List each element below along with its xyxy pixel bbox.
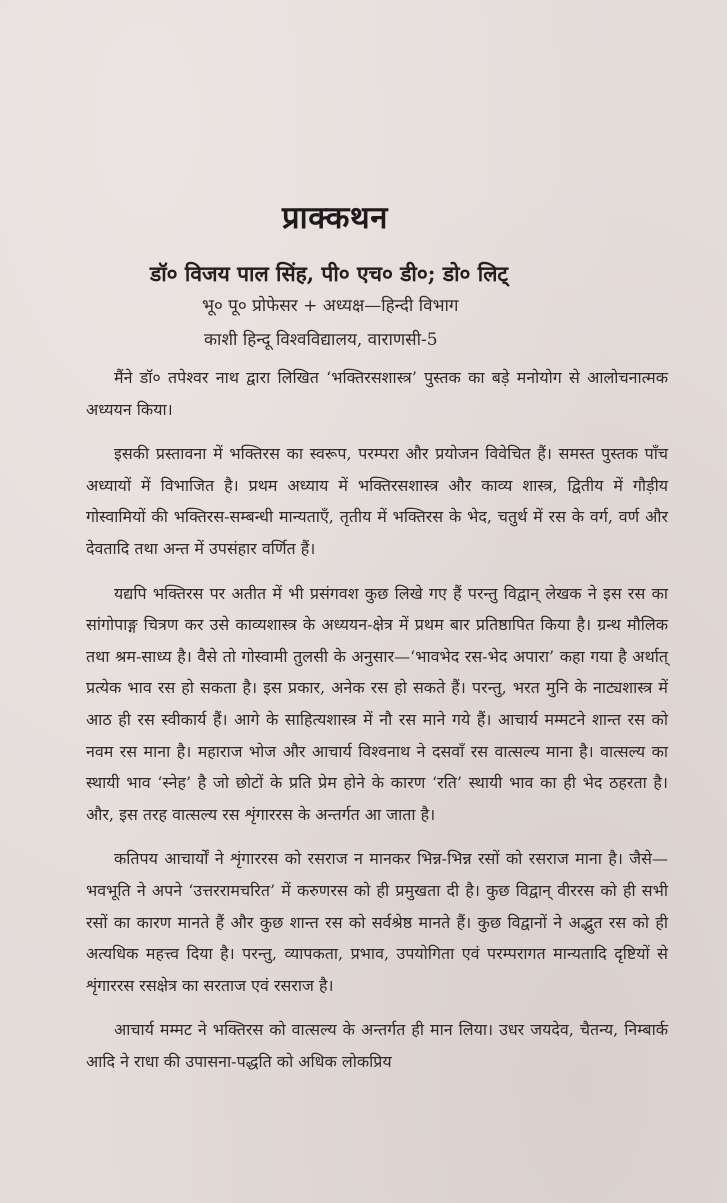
paragraph: इसकी प्रस्तावना में भक्तिरस का स्वरूप, परम्परा और प्रयोजन विवेचित हैं। समस्त पुस्तक पाँच अध्यायों में विभाजित है। प्रथम अध्याय में भक्तिरसशास्त्र और काव्य शास्त्र, द्वितीय में गौड़ीय गोस्वामियों की भक्तिरस-सम्बन्धी मान्यताएँ, तृतीय में भक्तिरस के भेद, चतुर्थ में रस के वर्ग, वर्ण और देवतादि तथा अन्त में उपसंहार वर्णित हैं।: [86, 444, 668, 558]
author-name: डॉ० विजय पाल सिंह, पी० एच० डी०; डो० लिट्: [150, 261, 509, 286]
body-text: [86, 362, 668, 1077]
author-university: काशी हिन्दू विश्वविद्यालय, वाराणसी-5: [204, 330, 438, 350]
author-designation: भू० पू० प्रोफेसर + अध्यक्ष—हिन्दी विभाग: [202, 296, 459, 316]
paragraph: कतिपय आचार्यों ने शृंगाररस को रसराज न मानकर भिन्न-भिन्न रसों को रसराज माना है। जैसे—भवभूति ने अपने ‘उत्तररामचरित’ में करुणरस को ही प्रमुखता दी है। कुछ विद्वान् वीररस को ही सभी रसों का कारण मानते हैं और कुछ शान्त रस को सर्वश्रेष्ठ मानते हैं। कुछ विद्वानों ने अद्भुत रस को ही अत्यधिक महत्त्व दिया है। परन्तु, व्यापकता, प्रभाव, उपयोगिता एवं परम्परागत मान्यतादि दृष्टियों से शृंगाररस रसक्षेत्र का सरताज एवं रसराज है।: [86, 849, 668, 995]
page-title: प्राक्कथन: [282, 200, 388, 236]
paragraph: यद्यपि भक्तिरस पर अतीत में भी प्रसंगवश कुछ लिखे गए हैं परन्तु विद्वान् लेखक ने इस रस का सांगोपाङ्ग चित्रण कर उसे काव्यशास्त्र के अध्ययन-क्षेत्र में प्रथम बार प्रतिष्ठापित किया है। ग्रन्थ मौलिक तथा श्रम-साध्य है। वैसे तो गोस्वामी तुलसी के अनुसार—‘भावभेद रस-भेद अपारा’ कहा गया है अर्थात् प्रत्येक भाव रस हो सकता है। इस प्रकार, अनेक रस हो सकते हैं। परन्तु, भरत मुनि के नाट्यशास्त्र में आठ ही रस स्वीकार्य हैं। आगे के साहित्यशास्त्र में नौ रस माने गये हैं। आचार्य मम्मटने शान्त रस को नवम रस माना है। महाराज भोज और आचार्य विश्वनाथ ने दसवाँ रस वात्सल्य माना है। वात्सल्य का स्थायी भाव ‘स्नेह’ है जो छोटों के प्रति प्रेम होने के कारण ‘रति’ स्थायी भाव का ही भेद ठहरता है। और, इस तरह वात्सल्य रस शृंगाररस के अन्तर्गत आ जाता है।: [86, 583, 668, 824]
paragraph: मैंने डॉ० तपेश्वर नाथ द्वारा लिखित ‘भक्तिरसशास्त्र’ पुस्तक का बड़े मनोयोग से आलोचनात्मक अध्ययन किया।: [86, 368, 668, 419]
paragraph: आचार्य मम्मट ने भक्तिरस को वात्सल्य के अन्तर्गत ही मान लिया। उधर जयदेव, चैतन्य, निम्बार्क आदि ने राधा की उपासना-पद्धति को अधिक लोकप्रिय: [86, 1020, 668, 1071]
